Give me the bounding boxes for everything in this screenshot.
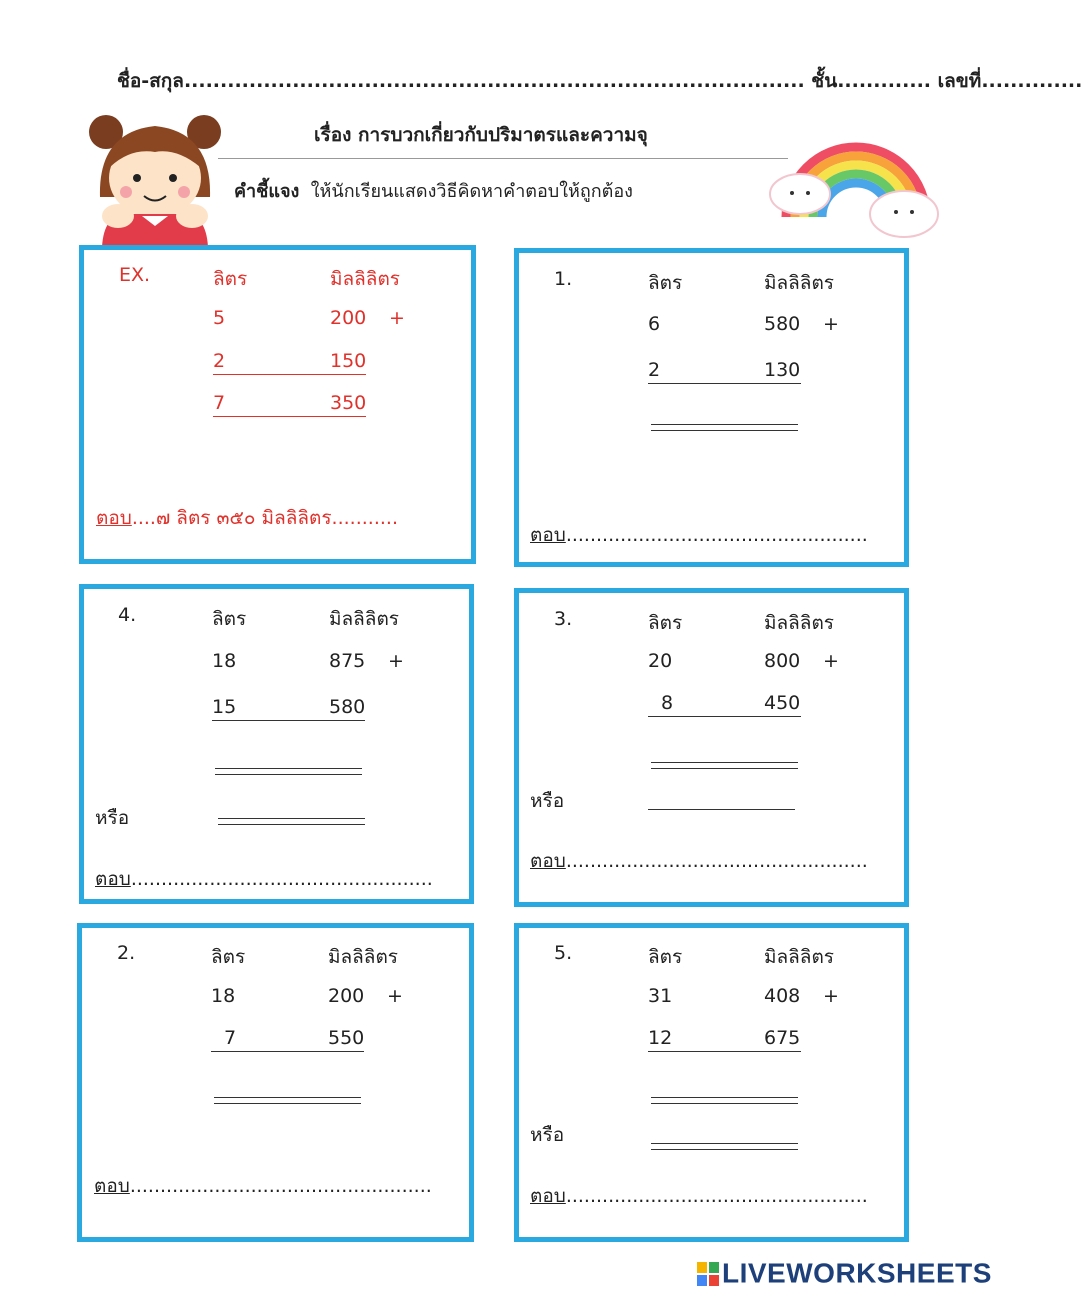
problem-5-or-label: หรือ bbox=[530, 1124, 565, 1146]
instruction-text: ให้นักเรียนแสดงวิธีคิดหาคำตอบให้ถูกต้อง bbox=[310, 181, 633, 202]
title-divider bbox=[218, 158, 788, 159]
problem-2-ml-header: มิลลิลิตร bbox=[328, 946, 398, 968]
example-row3-underline bbox=[213, 416, 366, 417]
name-label: ชื่อ-สกุล bbox=[117, 70, 184, 92]
rainbow-illustration-icon bbox=[766, 122, 944, 242]
number-field[interactable]: .............. bbox=[981, 70, 1082, 92]
problem-1-answer-field[interactable]: .................................................. bbox=[565, 524, 868, 546]
problem-5-sum-line[interactable] bbox=[651, 1097, 798, 1104]
problem-3-ml-header: มิลลิลิตร bbox=[764, 612, 834, 634]
problem-3-plus-sign: + bbox=[823, 650, 839, 672]
problem-1-row2-ml: 130 bbox=[764, 359, 801, 381]
problem-5-row2-liter: 12 bbox=[648, 1027, 673, 1049]
page-title: เรื่อง การบวกเกี่ยวกับปริมาตรและความจุ bbox=[314, 124, 648, 146]
example-row2-underline bbox=[213, 374, 366, 375]
problem-4-box bbox=[79, 584, 474, 904]
problem-1-row1-liter: 6 bbox=[648, 313, 661, 335]
example-answer-trail: ........... bbox=[331, 507, 398, 529]
example-answer-text: ๗ ลิตร ๓๕๐ มิลลิลิตร bbox=[155, 507, 332, 529]
example-row2-ml: 150 bbox=[330, 350, 367, 372]
instruction-label: คำชี้แจง bbox=[234, 181, 300, 202]
problem-2-liter-header: ลิตร bbox=[211, 946, 246, 968]
problem-5-number: 5. bbox=[554, 942, 573, 964]
liveworksheets-logo[interactable] bbox=[697, 1256, 992, 1290]
problem-2-sum-line[interactable] bbox=[214, 1097, 361, 1104]
example-row1-liter: 5 bbox=[213, 307, 226, 329]
problem-3-answer-label: ตอบ bbox=[530, 850, 566, 872]
problem-5-answer-field[interactable]: .................................................. bbox=[565, 1185, 868, 1207]
number-label: เลขที่ bbox=[937, 70, 982, 92]
problem-2-row1-liter: 18 bbox=[211, 985, 236, 1007]
problem-2-answer-label: ตอบ bbox=[94, 1175, 130, 1197]
example-row3-ml: 350 bbox=[330, 392, 367, 414]
class-label: ชั้น bbox=[811, 70, 838, 92]
problem-5-row1-liter: 31 bbox=[648, 985, 673, 1007]
problem-5-answer-label: ตอบ bbox=[530, 1185, 566, 1207]
problem-3-row1-liter: 20 bbox=[648, 650, 673, 672]
problem-1-row2-underline bbox=[648, 383, 801, 384]
problem-4-row2-liter: 15 bbox=[212, 696, 237, 718]
problem-4-or-label: หรือ bbox=[95, 807, 130, 829]
problem-1-ml-header: มิลลิลิตร bbox=[764, 272, 834, 294]
example-plus-sign: + bbox=[389, 307, 405, 329]
problem-3-sum-line[interactable] bbox=[651, 762, 798, 769]
problem-5-liter-header: ลิตร bbox=[648, 946, 683, 968]
example-answer bbox=[96, 503, 398, 533]
example-answer-lead: .... bbox=[131, 507, 156, 529]
problem-5-ml-header: มิลลิลิตร bbox=[764, 946, 834, 968]
problem-3-alt-line[interactable] bbox=[648, 809, 795, 810]
problem-4-row1-liter: 18 bbox=[212, 650, 237, 672]
problem-5-alt-line[interactable] bbox=[651, 1143, 798, 1150]
problem-2-row1-ml: 200 bbox=[328, 985, 365, 1007]
problem-2-number: 2. bbox=[117, 942, 136, 964]
problem-3-row1-ml: 800 bbox=[764, 650, 801, 672]
example-row2-liter: 2 bbox=[213, 350, 226, 372]
problem-4-sum-line[interactable] bbox=[215, 768, 362, 775]
problem-4-liter-header: ลิตร bbox=[212, 608, 247, 630]
problem-3-row2-underline bbox=[648, 716, 801, 717]
problem-1-row1-ml: 580 bbox=[764, 313, 801, 335]
girl-illustration-icon bbox=[82, 112, 227, 247]
problem-1-number: 1. bbox=[554, 268, 573, 290]
problem-3-row2-ml: 450 bbox=[764, 692, 801, 714]
instruction bbox=[234, 176, 633, 205]
logo-text: LIVEWORKSHEETS bbox=[722, 1257, 992, 1289]
problem-3-liter-header: ลิตร bbox=[648, 612, 683, 634]
problem-3-answer bbox=[530, 846, 868, 876]
example-liter-header: ลิตร bbox=[213, 268, 248, 290]
problem-1-row2-liter: 2 bbox=[648, 359, 661, 381]
problem-4-number: 4. bbox=[118, 604, 137, 626]
example-ml-header: มิลลิลิตร bbox=[330, 268, 400, 290]
problem-4-row2-underline bbox=[212, 720, 365, 721]
problem-4-row2-ml: 580 bbox=[329, 696, 366, 718]
class-field[interactable]: ............. bbox=[837, 70, 932, 92]
problem-5-answer bbox=[530, 1181, 868, 1211]
problem-3-answer-field[interactable]: .................................................. bbox=[565, 850, 868, 872]
example-answer-label: ตอบ bbox=[96, 507, 132, 529]
problem-5-row1-ml: 408 bbox=[764, 985, 801, 1007]
problem-4-ml-header: มิลลิลิตร bbox=[329, 608, 399, 630]
problem-5-row2-underline bbox=[648, 1051, 801, 1052]
problem-2-row2-ml: 550 bbox=[328, 1027, 365, 1049]
problem-2-row2-underline bbox=[211, 1051, 364, 1052]
logo-blocks-icon bbox=[697, 1262, 719, 1286]
problem-2-answer-field[interactable]: .................................................. bbox=[129, 1175, 432, 1197]
problem-1-sum-line[interactable] bbox=[651, 424, 798, 431]
problem-4-plus-sign: + bbox=[388, 650, 404, 672]
problem-5-row2-ml: 675 bbox=[764, 1027, 801, 1049]
problem-3-or-label: หรือ bbox=[530, 790, 565, 812]
header-name-line bbox=[117, 66, 1082, 96]
problem-1-liter-header: ลิตร bbox=[648, 272, 683, 294]
problem-4-answer bbox=[95, 864, 433, 894]
problem-3-row2-liter: 8 bbox=[661, 692, 674, 714]
name-field[interactable]: ...................................................................................... bbox=[183, 70, 805, 92]
example-row1-ml: 200 bbox=[330, 307, 367, 329]
problem-4-answer-label: ตอบ bbox=[95, 868, 131, 890]
problem-4-row1-ml: 875 bbox=[329, 650, 366, 672]
example-row3-liter: 7 bbox=[213, 392, 226, 414]
problem-4-answer-field[interactable]: .................................................. bbox=[130, 868, 433, 890]
problem-1-answer-label: ตอบ bbox=[530, 524, 566, 546]
problem-3-number: 3. bbox=[554, 608, 573, 630]
problem-2-answer bbox=[94, 1171, 432, 1201]
problem-2-row2-liter: 7 bbox=[224, 1027, 237, 1049]
problem-4-alt-line[interactable] bbox=[218, 818, 365, 825]
problem-2-plus-sign: + bbox=[387, 985, 403, 1007]
problem-1-answer bbox=[530, 520, 868, 550]
problem-1-plus-sign: + bbox=[823, 313, 839, 335]
example-label: EX. bbox=[119, 264, 151, 286]
problem-5-plus-sign: + bbox=[823, 985, 839, 1007]
